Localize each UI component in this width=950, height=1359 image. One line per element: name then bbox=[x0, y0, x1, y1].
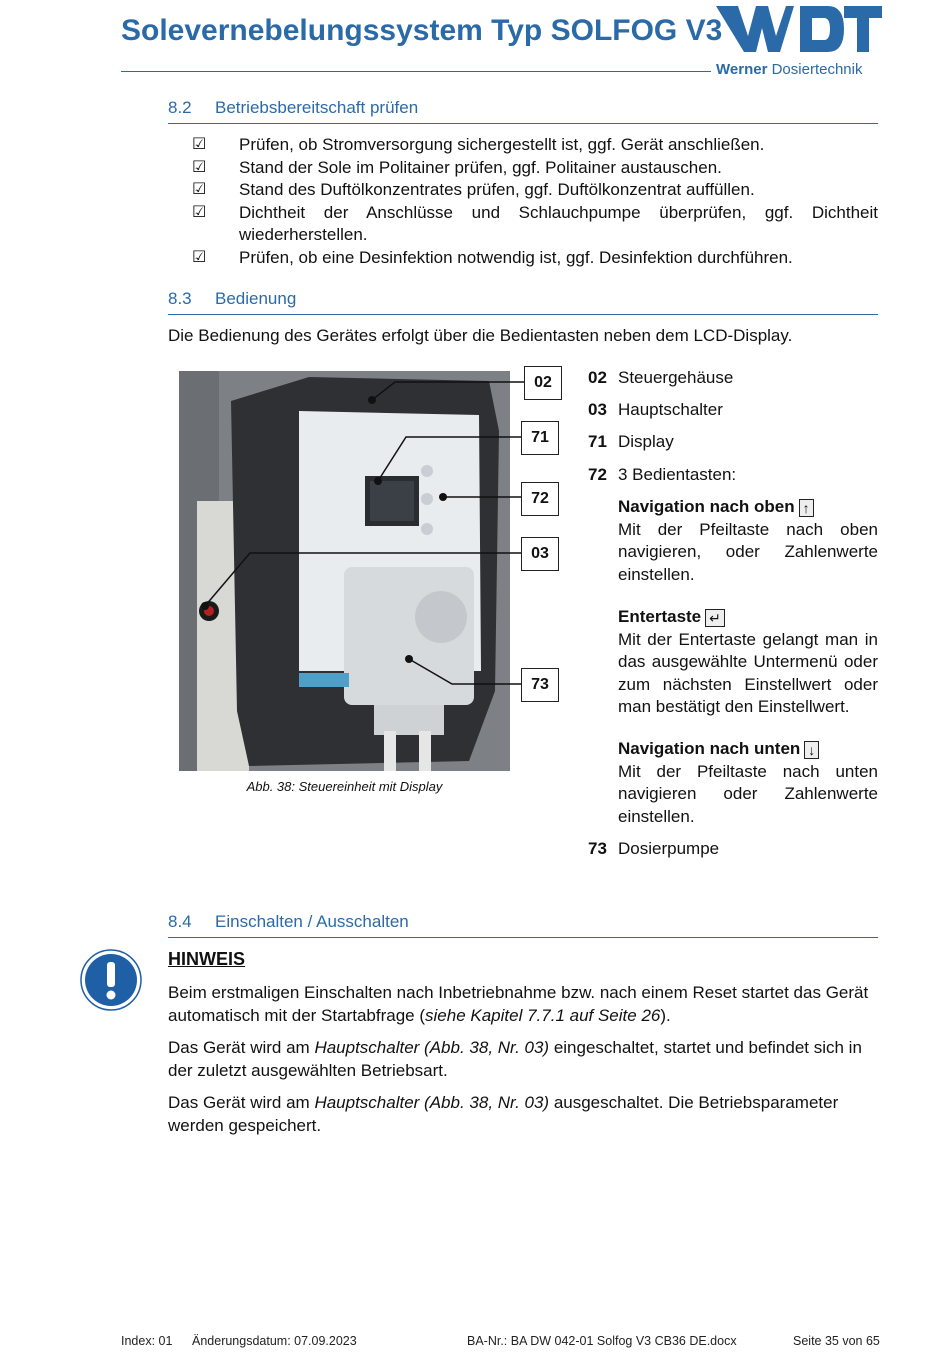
list-item: ☑ Stand des Duftölkonzentrates prüfen, ggf. Duftölkonzentrat auffüllen. bbox=[192, 179, 878, 202]
callout-label: 02 bbox=[524, 366, 562, 400]
paragraph: Das Gerät wird am Hauptschalter (Abb. 38, Nr. 03) ausgeschaltet. Die Betriebsparameter werden gespeichert. bbox=[168, 1093, 839, 1135]
figure-caption: Abb. 38: Steuereinheit mit Display bbox=[246, 779, 443, 794]
paragraph: Das Gerät wird am Hauptschalter (Abb. 38, Nr. 03) eingeschaltet, startet und befindet sich in der zuletzt ausgewählten Betriebsart. bbox=[168, 1038, 862, 1080]
checkbox-icon: ☑ bbox=[192, 248, 207, 266]
checkbox-icon: ☑ bbox=[192, 158, 207, 176]
footer-docnr: BA-Nr.: BA DW 042-01 Solfog V3 CB36 DE.docx bbox=[467, 1334, 737, 1348]
hinweis-label: HINWEIS bbox=[168, 949, 246, 969]
key-description-down: Navigation nach unten ↓ Mit der Pfeiltaste nach unten navigieren oder Zahlenwerte einstellen. bbox=[618, 739, 878, 826]
section-rule bbox=[168, 937, 878, 938]
legend-item: 73 Dosierpumpe bbox=[588, 839, 720, 858]
logo-subtitle: Werner Dosiertechnik bbox=[716, 61, 863, 78]
checkbox-icon: ☑ bbox=[192, 203, 207, 221]
section-heading-8-2: 8.2 Betriebsbereitschaft prüfen bbox=[168, 98, 419, 117]
footer-page: Seite 35 von 65 bbox=[793, 1334, 880, 1348]
callout-label: 72 bbox=[521, 482, 559, 516]
footer-date: Änderungsdatum: 07.09.2023 bbox=[192, 1334, 357, 1348]
document-title: Solevernebelungssystem Typ SOLFOG V3 bbox=[121, 14, 723, 47]
section-heading-8-3: 8.3 Bedienung bbox=[168, 289, 297, 308]
checkbox-icon: ☑ bbox=[192, 181, 207, 198]
paragraph: Beim erstmaligen Einschalten nach Inbetriebnahme bzw. nach einem Reset startet das Gerät automatisch mit der Startabfrage (siehe Kapitel 7.7.1 auf Seite 26). bbox=[168, 983, 869, 1025]
legend-item: 02 Steuergehäuse bbox=[588, 368, 734, 387]
key-description-enter: Entertaste ↵ Mit der Entertaste gelangt man in das ausgewählte Untermenü oder zum nächsten Einstellwert oder man bestätigt den Einstellwert. bbox=[618, 607, 878, 716]
checkbox-icon: ☑ bbox=[192, 136, 207, 153]
list-item: ☑ Prüfen, ob Stromversorgung sichergestellt ist, ggf. Gerät anschließen. bbox=[192, 134, 878, 157]
arrow-up-icon: ↑ bbox=[799, 499, 814, 517]
callout-label: 03 bbox=[521, 537, 559, 571]
callout-label: 73 bbox=[521, 668, 559, 702]
enter-icon: ↵ bbox=[705, 609, 725, 627]
key-description-up: Navigation nach oben ↑ Mit der Pfeiltaste nach oben navigieren, oder Zahlenwerte einstellen. bbox=[618, 497, 878, 584]
legend-item: 03 Hauptschalter bbox=[588, 400, 723, 419]
legend-item: 72 3 Bedientasten: bbox=[588, 465, 737, 484]
legend-item: 71 Display bbox=[588, 432, 674, 451]
list-item: ☑ Prüfen, ob eine Desinfektion notwendig ist, ggf. Desinfektion durchführen. bbox=[192, 247, 878, 270]
callout-label: 71 bbox=[521, 421, 559, 455]
intro-paragraph: Die Bedienung des Gerätes erfolgt über die Bedientasten neben dem LCD-Display. bbox=[168, 326, 793, 345]
exclamation-icon bbox=[80, 949, 142, 1011]
arrow-down-icon: ↓ bbox=[804, 741, 819, 759]
section-heading-8-4: 8.4 Einschalten / Ausschalten bbox=[168, 912, 409, 931]
list-item: ☑ Stand der Sole im Politainer prüfen, ggf. Politainer austauschen. bbox=[192, 157, 878, 180]
footer-index: Index: 01 bbox=[121, 1334, 173, 1348]
list-item: ☑ Dichtheit der Anschlüsse und Schlauchpumpe überprüfen, ggf. Dichtheit wiederherstellen. bbox=[192, 202, 878, 247]
